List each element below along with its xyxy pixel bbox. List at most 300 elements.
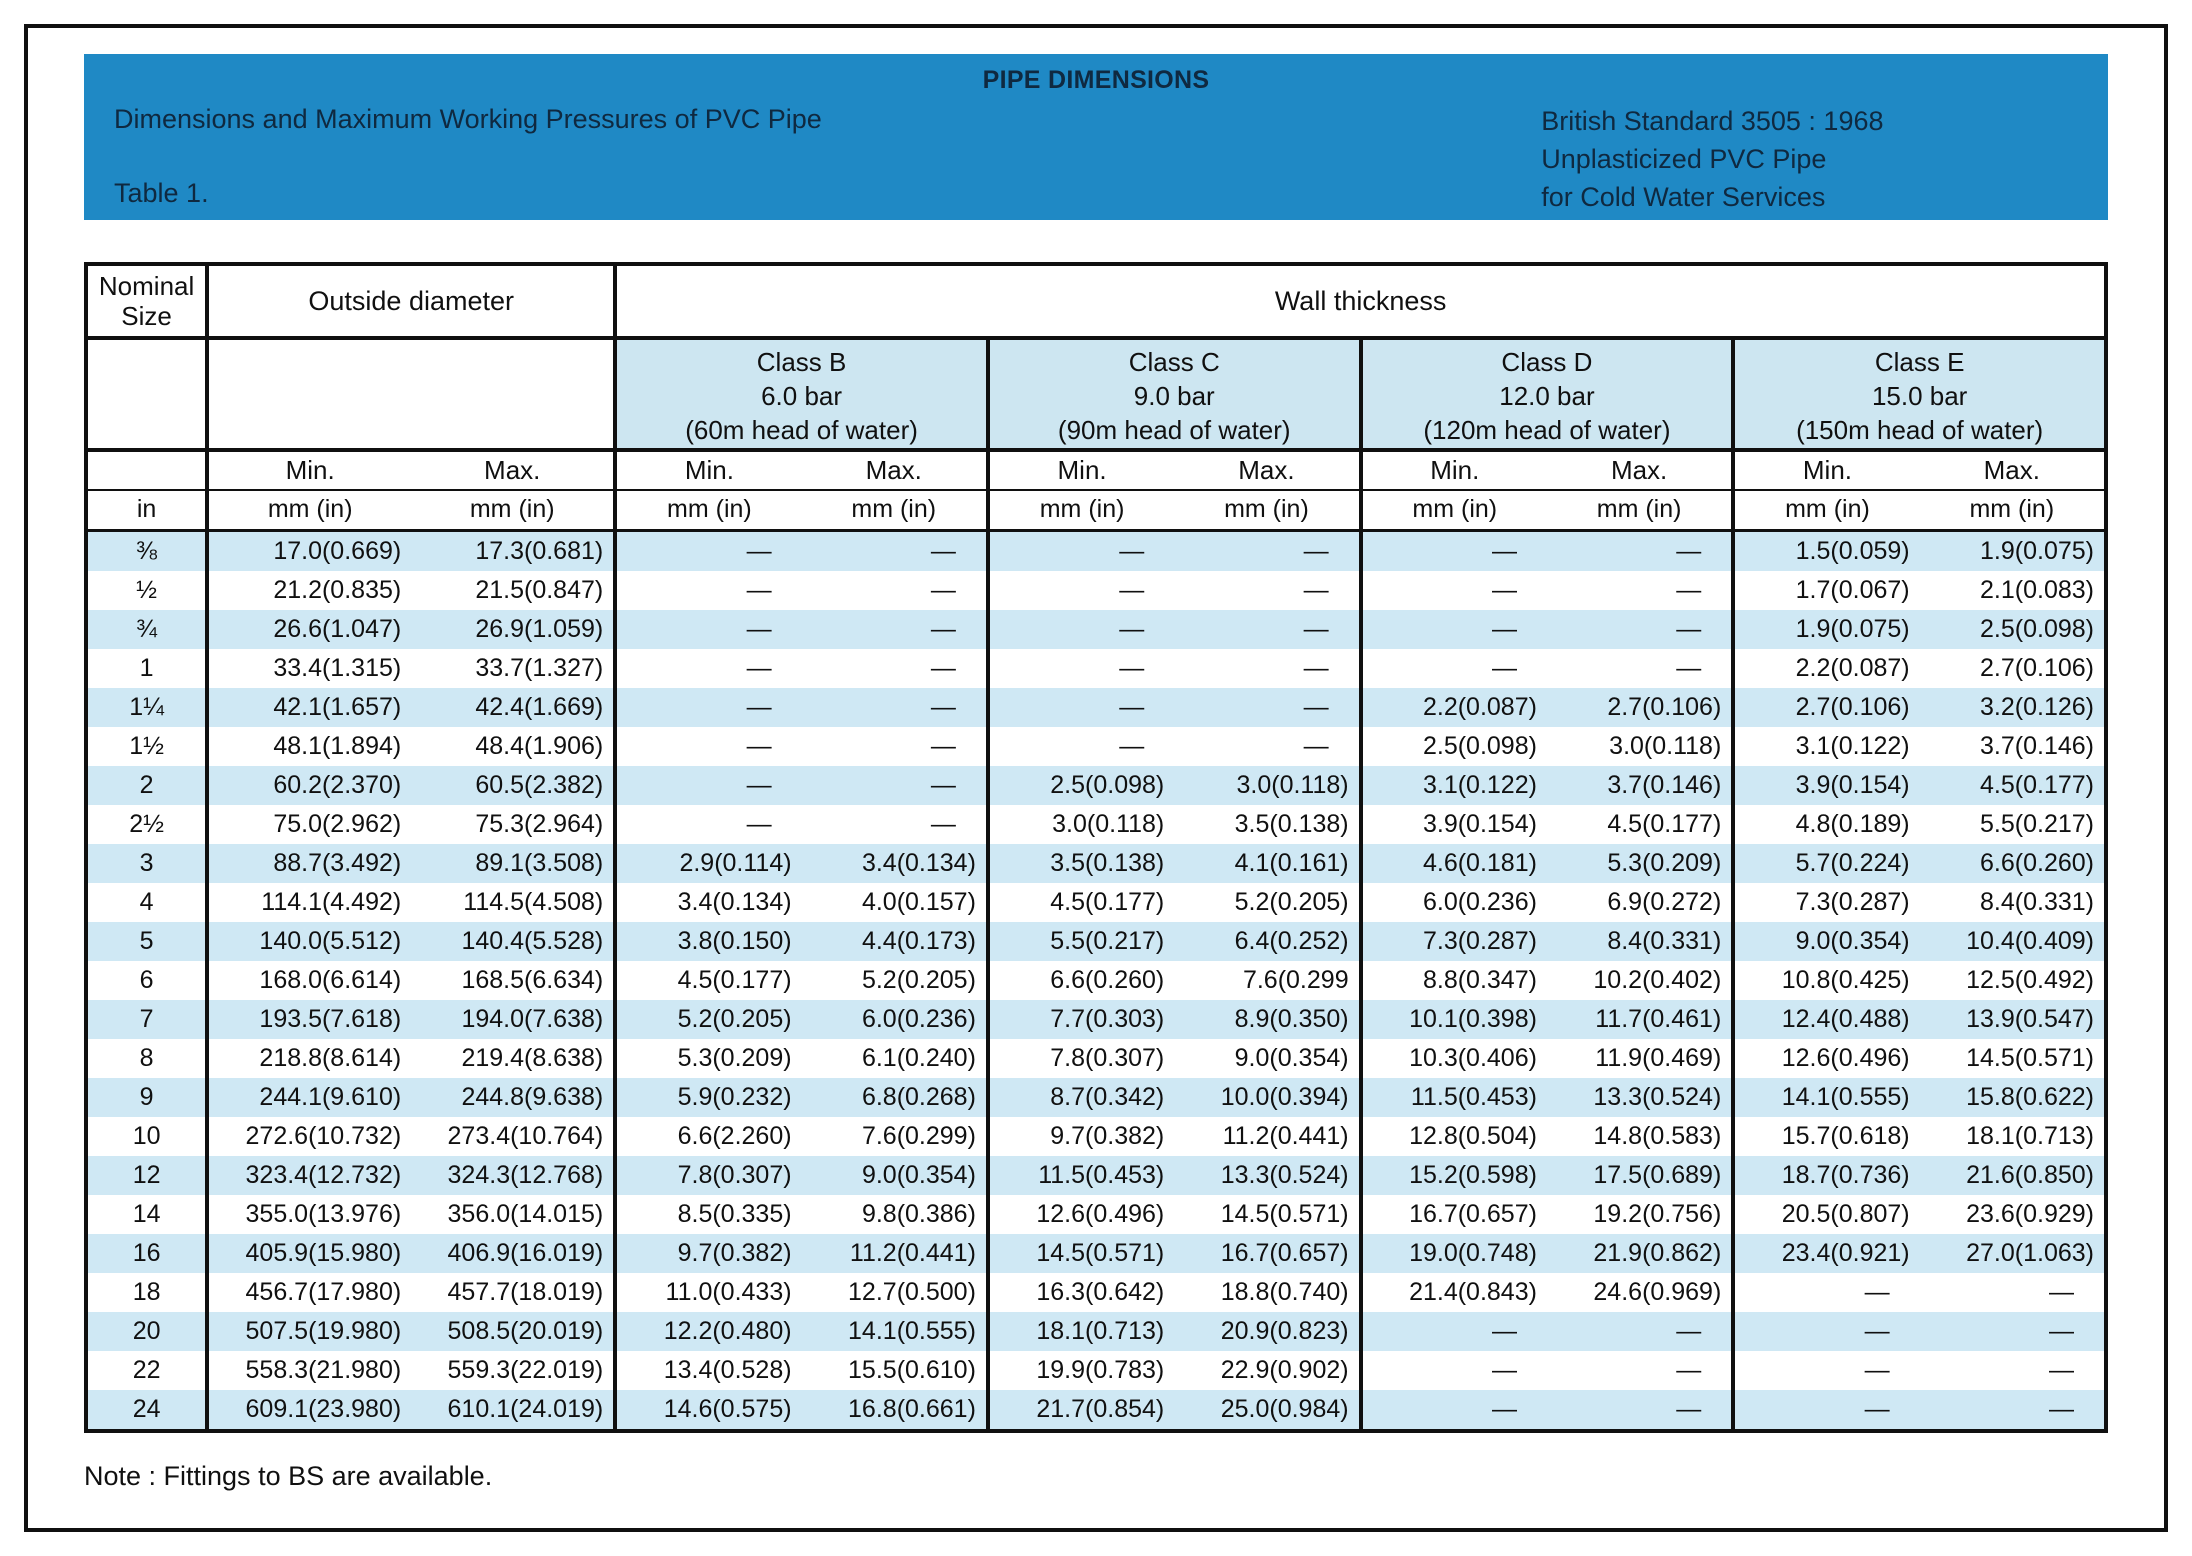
cell-class-d-min: — <box>1361 1390 1547 1431</box>
cell-class-c-max: — <box>1303 692 1329 721</box>
cell-class-c-min: 3.5(0.138) <box>988 844 1174 883</box>
class-pressure: 15.0 bar <box>1871 381 1968 411</box>
wall-thickness-header: Wall thickness <box>615 264 2106 338</box>
table-row <box>86 766 2106 805</box>
table-row <box>86 1273 2106 1312</box>
cell-class-d-min: 10.3(0.406) <box>1361 1039 1547 1078</box>
unit-cell: mm (in) <box>1920 490 2106 530</box>
cell-od-max: 60.5(2.382) <box>475 770 604 799</box>
cell-class-c-max: 8.9(0.350) <box>1234 1004 1349 1033</box>
cell-class-e-max: 3.7(0.146) <box>1980 731 2094 760</box>
cell-class-b-min: — <box>615 571 801 610</box>
cell-od-max: 114.5(4.508) <box>463 887 604 916</box>
cell-class-c-min: 18.1(0.713) <box>988 1312 1174 1351</box>
cell-class-d-max: 24.6(0.969) <box>1593 1277 1722 1306</box>
cell-class-e-max: 6.6(0.260) <box>1980 848 2094 877</box>
table-row <box>86 1078 2106 1117</box>
cell-class-b-max: — <box>930 770 956 799</box>
table-row <box>86 571 2106 610</box>
cell-class-b-min: — <box>615 688 801 727</box>
cell-class-c-max: 25.0(0.984) <box>1220 1394 1349 1423</box>
cell-class-d-min: — <box>1361 649 1547 688</box>
class-name: Class C <box>1128 347 1220 377</box>
class-c-header <box>988 338 1361 450</box>
cell-class-b-max: — <box>930 809 956 838</box>
cell-od-max: 356.0(14.015) <box>447 1199 604 1228</box>
cell-class-d-max: — <box>1676 1316 1702 1345</box>
cell-class-e-max: 13.9(0.547) <box>1966 1004 2094 1033</box>
cell-class-e-max: 23.6(0.929) <box>1966 1199 2094 1228</box>
cell-class-d-min: 2.2(0.087) <box>1361 688 1547 727</box>
max-header: Max. <box>1547 450 1733 490</box>
cell-size: 20 <box>132 1316 161 1345</box>
cell-class-b-min: 6.6(2.260) <box>615 1117 801 1156</box>
cell-od-min: 48.1(1.894) <box>207 727 411 766</box>
cell-class-c-max: 14.5(0.571) <box>1220 1199 1349 1228</box>
cell-class-b-max: 9.8(0.386) <box>861 1199 976 1228</box>
cell-size: 12 <box>132 1160 161 1189</box>
table-row <box>86 1390 2106 1431</box>
cell-class-b-min: 12.2(0.480) <box>615 1312 801 1351</box>
cell-class-b-min: 14.6(0.575) <box>615 1390 801 1431</box>
cell-class-c-min: 7.7(0.303) <box>988 1000 1174 1039</box>
table-row <box>86 1000 2106 1039</box>
page-title: PIPE DIMENSIONS <box>982 66 1210 94</box>
cell-size: 1½ <box>129 731 164 760</box>
cell-class-c-max: 11.2(0.441) <box>1222 1121 1349 1150</box>
cell-class-b-min: 5.9(0.232) <box>615 1078 801 1117</box>
page-content <box>28 28 2164 1528</box>
cell-class-b-min: — <box>615 649 801 688</box>
cell-class-b-max: — <box>930 536 956 565</box>
table-row <box>86 805 2106 844</box>
cell-od-min: 323.4(12.732) <box>207 1156 411 1195</box>
cell-class-e-max: 2.7(0.106) <box>1980 653 2094 682</box>
cell-od-min: 33.4(1.315) <box>207 649 411 688</box>
cell-class-c-min: 4.5(0.177) <box>988 883 1174 922</box>
cell-class-b-max: 9.0(0.354) <box>861 1160 976 1189</box>
cell-od-max: 140.4(5.528) <box>461 926 604 955</box>
unit-cell: mm (in) <box>615 490 801 530</box>
cell-class-d-max: 10.2(0.402) <box>1593 965 1722 994</box>
cell-class-d-min: 16.7(0.657) <box>1361 1195 1547 1234</box>
cell-class-c-min: 14.5(0.571) <box>988 1234 1174 1273</box>
cell-class-d-max: 8.4(0.331) <box>1607 926 1722 955</box>
cell-class-e-min: 3.9(0.154) <box>1733 766 1919 805</box>
cell-class-b-max: 14.1(0.555) <box>848 1316 976 1345</box>
cell-class-b-max: 6.8(0.268) <box>861 1082 976 1111</box>
cell-class-d-max: 14.8(0.583) <box>1593 1121 1722 1150</box>
min-header: Min. <box>1733 450 1919 490</box>
cell-class-b-max: 6.1(0.240) <box>861 1043 976 1072</box>
cell-class-e-max: — <box>2049 1316 2074 1345</box>
cell-class-c-max: 13.3(0.524) <box>1220 1160 1349 1189</box>
cell-class-c-max: 10.0(0.394) <box>1220 1082 1349 1111</box>
standard-line: British Standard 3505 : 1968 <box>1541 106 1884 136</box>
cell-class-d-max: — <box>1676 575 1702 604</box>
cell-class-d-max: — <box>1676 614 1702 643</box>
cell-od-max: 21.5(0.847) <box>475 575 604 604</box>
table-row <box>86 883 2106 922</box>
cell-od-max: 457.7(18.019) <box>447 1277 604 1306</box>
cell-od-min: 218.8(8.614) <box>207 1039 411 1078</box>
cell-class-e-max: 4.5(0.177) <box>1980 770 2094 799</box>
max-header: Max. <box>411 450 615 490</box>
cell-class-c-max: 3.0(0.118) <box>1236 770 1349 799</box>
table-row <box>86 1351 2106 1390</box>
cell-od-min: 17.0(0.669) <box>207 530 411 571</box>
cell-class-b-max: 5.2(0.205) <box>861 965 976 994</box>
cell-class-d-max: 4.5(0.177) <box>1607 809 1722 838</box>
cell-class-e-max: — <box>2049 1355 2074 1384</box>
table-row <box>86 1039 2106 1078</box>
cell-class-e-max: 18.1(0.713) <box>1966 1121 2094 1150</box>
cell-class-c-min: 16.3(0.642) <box>988 1273 1174 1312</box>
cell-class-c-max: 5.2(0.205) <box>1234 887 1349 916</box>
cell-class-e-min: 9.0(0.354) <box>1733 922 1919 961</box>
cell-class-d-max: 19.2(0.756) <box>1593 1199 1722 1228</box>
cell-od-min: 168.0(6.614) <box>207 961 411 1000</box>
cell-class-c-min: 3.0(0.118) <box>988 805 1174 844</box>
cell-od-min: 26.6(1.047) <box>207 610 411 649</box>
cell-class-e-min: — <box>1733 1390 1919 1431</box>
cell-class-d-min: — <box>1361 1312 1547 1351</box>
unit-cell: mm (in) <box>988 490 1174 530</box>
standard-line: Unplasticized PVC Pipe <box>1541 144 1827 174</box>
cell-class-d-max: 11.7(0.461) <box>1595 1004 1722 1033</box>
cell-class-d-min: — <box>1361 571 1547 610</box>
cell-class-d-max: 11.9(0.469) <box>1595 1043 1722 1072</box>
cell-class-b-min: 4.5(0.177) <box>615 961 801 1000</box>
cell-class-b-max: 4.0(0.157) <box>861 887 976 916</box>
cell-class-e-max: 10.4(0.409) <box>1966 926 2094 955</box>
cell-class-d-max: 13.3(0.524) <box>1593 1082 1722 1111</box>
note-text: Note : Fittings to BS are available. <box>84 1460 493 1491</box>
cell-class-b-min: 2.9(0.114) <box>615 844 801 883</box>
cell-class-d-min: 12.8(0.504) <box>1361 1117 1547 1156</box>
min-header: Min. <box>615 450 801 490</box>
cell-class-b-max: 7.6(0.299) <box>861 1121 976 1150</box>
cell-class-b-max: — <box>930 653 956 682</box>
cell-class-c-max: 22.9(0.902) <box>1220 1355 1349 1384</box>
cell-od-min: 405.9(15.980) <box>207 1234 411 1273</box>
unit-cell: mm (in) <box>1174 490 1360 530</box>
cell-class-e-max: 3.2(0.126) <box>1980 692 2094 721</box>
cell-od-min: 21.2(0.835) <box>207 571 411 610</box>
cell-class-c-min: 2.5(0.098) <box>988 766 1174 805</box>
cell-od-max: 26.9(1.059) <box>475 614 604 643</box>
empty-cell <box>207 338 615 450</box>
class-e-header <box>1733 338 2106 450</box>
cell-class-e-max: 1.9(0.075) <box>1980 536 2094 565</box>
table-body <box>86 530 2106 1431</box>
min-header: Min. <box>988 450 1174 490</box>
cell-class-c-max: 20.9(0.823) <box>1220 1316 1349 1345</box>
cell-class-b-max: 6.0(0.236) <box>861 1004 976 1033</box>
cell-od-max: 33.7(1.327) <box>475 653 604 682</box>
cell-class-e-max: 2.1(0.083) <box>1980 575 2094 604</box>
cell-class-c-min: — <box>988 649 1174 688</box>
cell-class-d-max: 3.0(0.118) <box>1609 731 1722 760</box>
cell-class-d-min: 19.0(0.748) <box>1361 1234 1547 1273</box>
cell-class-e-max: — <box>2049 1277 2074 1306</box>
max-header: Max. <box>1174 450 1360 490</box>
cell-class-d-min: 11.5(0.453) <box>1361 1078 1547 1117</box>
cell-class-d-max: — <box>1676 1394 1702 1423</box>
class-name: Class B <box>756 347 847 377</box>
cell-class-c-min: 8.7(0.342) <box>988 1078 1174 1117</box>
cell-class-c-min: — <box>988 571 1174 610</box>
cell-class-e-max: 2.5(0.098) <box>1980 614 2094 643</box>
od-header: Outside diameter <box>207 264 615 338</box>
table-row <box>86 727 2106 766</box>
cell-class-e-min: 1.9(0.075) <box>1733 610 1919 649</box>
unit-cell: mm (in) <box>1361 490 1547 530</box>
cell-size: 16 <box>132 1238 161 1267</box>
unit-cell: mm (in) <box>802 490 988 530</box>
cell-od-max: 273.4(10.764) <box>447 1121 604 1150</box>
table-row <box>86 1312 2106 1351</box>
max-header: Max. <box>802 450 988 490</box>
cell-class-d-min: — <box>1361 530 1547 571</box>
standard-line: for Cold Water Services <box>1541 182 1826 212</box>
cell-od-min: 507.5(19.980) <box>207 1312 411 1351</box>
cell-od-min: 88.7(3.492) <box>207 844 411 883</box>
cell-class-e-max: 5.5(0.217) <box>1980 809 2094 838</box>
table-row <box>86 688 2106 727</box>
cell-class-b-min: 8.5(0.335) <box>615 1195 801 1234</box>
cell-class-d-min: — <box>1361 1351 1547 1390</box>
cell-class-c-max: 4.1(0.161) <box>1234 848 1349 877</box>
cell-od-max: 17.3(0.681) <box>475 536 604 565</box>
cell-class-d-min: 2.5(0.098) <box>1361 727 1547 766</box>
cell-class-b-min: 5.2(0.205) <box>615 1000 801 1039</box>
table-row <box>86 530 2106 571</box>
cell-od-max: 168.5(6.634) <box>461 965 604 994</box>
cell-class-c-max: 6.4(0.252) <box>1234 926 1349 955</box>
cell-class-d-max: 6.9(0.272) <box>1607 887 1722 916</box>
cell-class-b-min: — <box>615 727 801 766</box>
cell-class-c-max: 18.8(0.740) <box>1220 1277 1349 1306</box>
min-header: Min. <box>1361 450 1547 490</box>
cell-od-max: 559.3(22.019) <box>447 1355 604 1384</box>
cell-class-d-min: 4.6(0.181) <box>1361 844 1547 883</box>
cell-class-e-min: 5.7(0.224) <box>1733 844 1919 883</box>
cell-od-min: 60.2(2.370) <box>207 766 411 805</box>
cell-class-e-max: 14.5(0.571) <box>1966 1043 2094 1072</box>
cell-class-e-min: 12.4(0.488) <box>1733 1000 1919 1039</box>
cell-class-b-max: — <box>930 575 956 604</box>
empty-cell <box>86 450 207 490</box>
cell-size: 6 <box>139 965 154 994</box>
banner-table-label: Table 1. <box>114 178 209 208</box>
cell-class-c-min: — <box>988 610 1174 649</box>
cell-class-b-min: 9.7(0.382) <box>615 1234 801 1273</box>
class-pressure: 9.0 bar <box>1133 381 1215 411</box>
cell-size: ¾ <box>136 614 158 643</box>
cell-od-min: 355.0(13.976) <box>207 1195 411 1234</box>
cell-od-min: 244.1(9.610) <box>207 1078 411 1117</box>
cell-class-e-min: 10.8(0.425) <box>1733 961 1919 1000</box>
cell-size: 8 <box>139 1043 154 1072</box>
cell-class-b-min: — <box>615 610 801 649</box>
unit-cell: mm (in) <box>1733 490 1919 530</box>
table-row <box>86 1195 2106 1234</box>
unit-cell: mm (in) <box>411 490 615 530</box>
cell-size: 2½ <box>129 809 164 838</box>
table-row <box>86 922 2106 961</box>
cell-class-d-min: — <box>1361 610 1547 649</box>
class-head: (60m head of water) <box>685 415 918 445</box>
cell-class-b-min: 13.4(0.528) <box>615 1351 801 1390</box>
cell-od-max: 89.1(3.508) <box>475 848 604 877</box>
cell-class-c-min: 21.7(0.854) <box>988 1390 1174 1431</box>
cell-class-d-min: 7.3(0.287) <box>1361 922 1547 961</box>
cell-class-b-min: — <box>615 805 801 844</box>
cell-od-max: 42.4(1.669) <box>475 692 604 721</box>
cell-class-d-min: 10.1(0.398) <box>1361 1000 1547 1039</box>
cell-class-d-max: — <box>1676 1355 1702 1384</box>
cell-class-e-max: 12.5(0.492) <box>1966 965 2094 994</box>
table-row <box>86 844 2106 883</box>
cell-class-c-max: 9.0(0.354) <box>1234 1043 1349 1072</box>
cell-class-e-min: 3.1(0.122) <box>1733 727 1919 766</box>
cell-od-max: 508.5(20.019) <box>447 1316 604 1345</box>
cell-class-b-max: 16.8(0.661) <box>848 1394 976 1423</box>
cell-class-b-max: — <box>930 692 956 721</box>
cell-class-d-max: 21.9(0.862) <box>1593 1238 1722 1267</box>
cell-class-e-min: 7.3(0.287) <box>1733 883 1919 922</box>
cell-class-e-min: 2.2(0.087) <box>1733 649 1919 688</box>
cell-class-e-min: 15.7(0.618) <box>1733 1117 1919 1156</box>
cell-size: 3 <box>139 848 154 877</box>
cell-size: 7 <box>139 1004 154 1033</box>
cell-class-b-max: — <box>930 614 956 643</box>
cell-class-b-max: 11.2(0.441) <box>849 1238 976 1267</box>
cell-class-c-max: 3.5(0.138) <box>1234 809 1349 838</box>
cell-od-min: 193.5(7.618) <box>207 1000 411 1039</box>
table-row <box>86 1117 2106 1156</box>
cell-size: 18 <box>132 1277 161 1306</box>
cell-class-c-min: 12.6(0.496) <box>988 1195 1174 1234</box>
cell-class-b-min: — <box>615 766 801 805</box>
cell-od-max: 194.0(7.638) <box>461 1004 604 1033</box>
banner-subtitle: Dimensions and Maximum Working Pressures of PVC Pipe <box>114 104 822 134</box>
cell-class-b-min: 3.8(0.150) <box>615 922 801 961</box>
class-name: Class E <box>1874 347 1965 377</box>
cell-class-c-max: 7.6(0.299 <box>1242 965 1349 994</box>
cell-od-max: 75.3(2.964) <box>475 809 604 838</box>
cell-class-e-max: 21.6(0.850) <box>1966 1160 2094 1189</box>
cell-size: ⅜ <box>136 536 158 565</box>
cell-class-e-min: 1.5(0.059) <box>1733 530 1919 571</box>
table-row <box>86 610 2106 649</box>
cell-class-e-max: 8.4(0.331) <box>1980 887 2094 916</box>
cell-class-d-max: 17.5(0.689) <box>1593 1160 1722 1189</box>
cell-size: 1 <box>139 653 154 682</box>
cell-class-c-max: — <box>1303 731 1329 760</box>
cell-class-b-min: 7.8(0.307) <box>615 1156 801 1195</box>
cell-class-d-min: 8.8(0.347) <box>1361 961 1547 1000</box>
cell-size: 24 <box>132 1394 161 1423</box>
cell-class-c-min: 6.6(0.260) <box>988 961 1174 1000</box>
cell-class-c-min: — <box>988 727 1174 766</box>
table-row <box>86 1234 2106 1273</box>
cell-class-e-max: — <box>2049 1394 2074 1423</box>
cell-class-c-min: — <box>988 688 1174 727</box>
cell-od-min: 75.0(2.962) <box>207 805 411 844</box>
cell-od-min: 456.7(17.980) <box>207 1273 411 1312</box>
cell-size: 5 <box>139 926 154 955</box>
cell-size: 9 <box>139 1082 154 1111</box>
unit-cell: mm (in) <box>207 490 411 530</box>
cell-od-max: 244.8(9.638) <box>461 1082 604 1111</box>
class-pressure: 6.0 bar <box>761 381 843 411</box>
page-frame <box>24 24 2168 1532</box>
class-name: Class D <box>1501 347 1593 377</box>
cell-class-c-max: 16.7(0.657) <box>1220 1238 1349 1267</box>
cell-class-e-min: 2.7(0.106) <box>1733 688 1919 727</box>
empty-cell <box>86 338 207 450</box>
cell-od-max: 219.4(8.638) <box>461 1043 604 1072</box>
max-header: Max. <box>1920 450 2106 490</box>
cell-class-c-min: 9.7(0.382) <box>988 1117 1174 1156</box>
cell-class-c-max: — <box>1303 536 1329 565</box>
cell-class-e-min: — <box>1733 1312 1919 1351</box>
table-row <box>86 649 2106 688</box>
cell-class-e-min: 12.6(0.496) <box>1733 1039 1919 1078</box>
cell-od-min: 114.1(4.492) <box>207 883 411 922</box>
cell-class-d-min: 6.0(0.236) <box>1361 883 1547 922</box>
table-row <box>86 1156 2106 1195</box>
cell-od-min: 140.0(5.512) <box>207 922 411 961</box>
header-banner <box>84 54 2108 220</box>
cell-size: ½ <box>136 575 158 604</box>
cell-class-d-max: — <box>1676 653 1702 682</box>
cell-class-d-max: — <box>1676 536 1702 565</box>
class-head: (90m head of water) <box>1057 415 1291 445</box>
unit-cell: mm (in) <box>1547 490 1733 530</box>
cell-class-c-max: — <box>1303 653 1329 682</box>
cell-class-c-min: — <box>988 530 1174 571</box>
cell-class-c-min: 7.8(0.307) <box>988 1039 1174 1078</box>
cell-class-d-max: 5.3(0.209) <box>1607 848 1722 877</box>
cell-class-e-min: 4.8(0.189) <box>1733 805 1919 844</box>
unit-nominal: in <box>86 490 207 530</box>
cell-class-b-max: 12.7(0.500) <box>848 1277 976 1306</box>
cell-od-min: 272.6(10.732) <box>207 1117 411 1156</box>
class-head: (150m head of water) <box>1796 415 2044 445</box>
cell-class-b-min: — <box>615 530 801 571</box>
cell-class-d-min: 3.1(0.122) <box>1361 766 1547 805</box>
cell-class-e-min: 18.7(0.736) <box>1733 1156 1919 1195</box>
cell-class-c-max: — <box>1303 614 1329 643</box>
cell-class-b-max: 15.5(0.610) <box>848 1355 976 1384</box>
class-d-header <box>1361 338 1734 450</box>
class-head: (120m head of water) <box>1423 415 1671 445</box>
cell-od-max: 610.1(24.019) <box>447 1394 604 1423</box>
cell-class-c-max: — <box>1303 575 1329 604</box>
banner-standard-block <box>1541 102 1883 216</box>
cell-class-b-min: 5.3(0.209) <box>615 1039 801 1078</box>
min-header: Min. <box>207 450 411 490</box>
cell-od-min: 42.1(1.657) <box>207 688 411 727</box>
cell-class-e-min: 20.5(0.807) <box>1733 1195 1919 1234</box>
cell-class-e-min: — <box>1733 1273 1919 1312</box>
cell-class-e-min: 14.1(0.555) <box>1733 1078 1919 1117</box>
cell-class-c-min: 11.5(0.453) <box>988 1156 1174 1195</box>
cell-class-c-min: 5.5(0.217) <box>988 922 1174 961</box>
